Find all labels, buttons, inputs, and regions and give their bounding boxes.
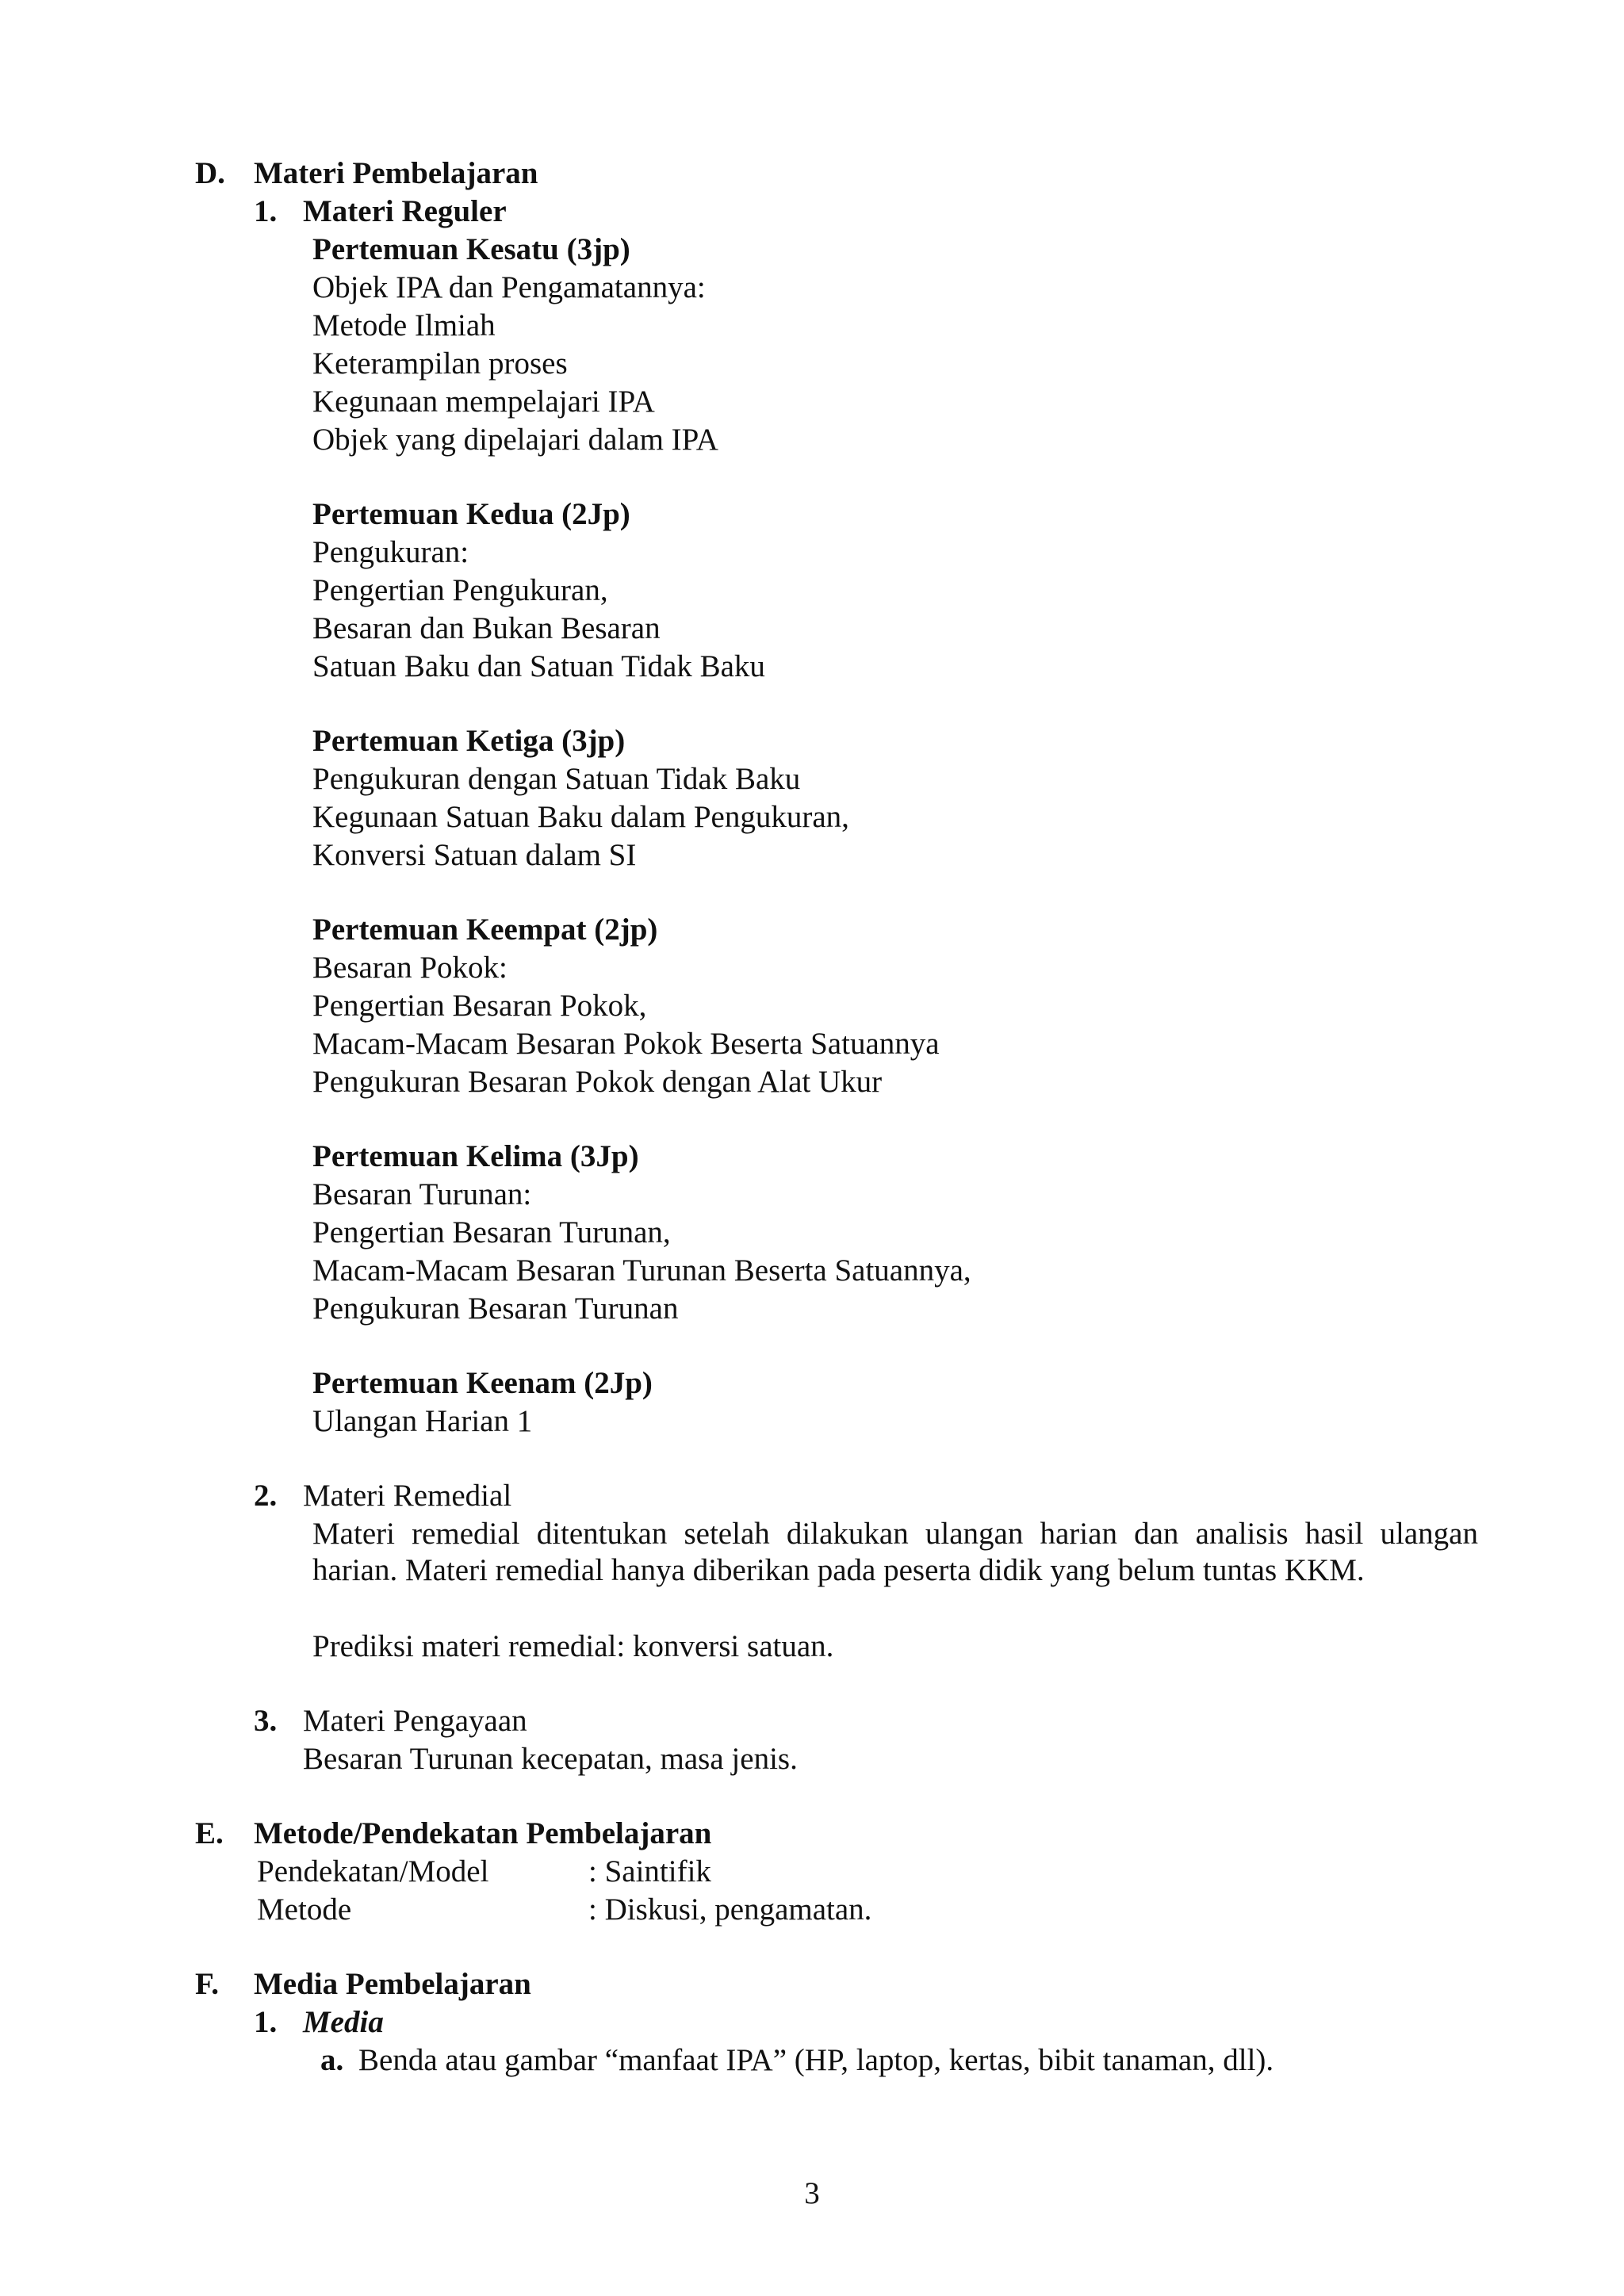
remedial-number: 2. [254,1479,278,1513]
meeting-heading: Pertemuan Keempat (2jp) [312,913,658,947]
meeting-line: Macam-Macam Besaran Turunan Beserta Satuannya, [312,1253,971,1288]
remedial-paragraph: Materi remedial ditentukan setelah dilakukan ulangan harian dan analisis hasil ulangan harian. Materi remedial hanya diberikan pada peserta didik yang belum tuntas KKM. [312,1517,1478,1587]
meeting-heading: Pertemuan Ketiga (3jp) [312,724,626,758]
media-number: 1. [254,2005,278,2039]
method-row-label: Pendekatan/Model [257,1854,489,1888]
meeting-line: Pengertian Besaran Pokok, [312,989,647,1023]
method-row-label: Metode [257,1892,352,1927]
media-title: Media [303,2005,384,2039]
section-d-title: Materi Pembelajaran [254,156,538,190]
method-row-value: : Saintifik [588,1854,711,1888]
meeting-line: Objek yang dipelajari dalam IPA [312,423,718,457]
reguler-number: 1. [254,194,278,228]
meeting-line: Pengukuran Besaran Pokok dengan Alat Ukur [312,1065,883,1099]
meeting-line: Pengertian Pengukuran, [312,573,608,607]
meeting-line: Kegunaan mempelajari IPA [312,385,655,419]
meeting-line: Pengukuran dengan Satuan Tidak Baku [312,762,801,796]
meeting-line: Pengertian Besaran Turunan, [312,1215,671,1249]
remedial-title: Materi Remedial [303,1479,512,1513]
remedial-prediction: Prediksi materi remedial: konversi satuan. [312,1629,834,1663]
meeting-line: Objek IPA dan Pengamatannya: [312,270,706,304]
section-f-letter: F. [195,1967,219,2001]
meeting-heading: Pertemuan Kelima (3Jp) [312,1139,639,1173]
meeting-line: Konversi Satuan dalam SI [312,838,637,872]
meeting-line: Pengukuran Besaran Turunan [312,1292,679,1326]
meeting-line: Macam-Macam Besaran Pokok Beserta Satuannya [312,1027,940,1061]
meeting-heading: Pertemuan Kesatu (3jp) [312,232,630,266]
meeting-line: Besaran Pokok: [312,951,508,985]
section-d-letter: D. [195,156,225,190]
reguler-title: Materi Reguler [303,194,507,228]
meeting-line: Besaran dan Bukan Besaran [312,611,661,645]
pengayaan-text: Besaran Turunan kecepatan, masa jenis. [303,1742,798,1776]
media-item-text: Benda atau gambar “manfaat IPA” (HP, laptop, kertas, bibit tanaman, dll). [358,2043,1274,2077]
meeting-line: Metode Ilmiah [312,308,496,342]
pengayaan-number: 3. [254,1704,278,1738]
pengayaan-title: Materi Pengayaan [303,1704,527,1738]
meeting-line: Besaran Turunan: [312,1177,532,1211]
section-e-title: Metode/Pendekatan Pembelajaran [254,1816,712,1850]
meeting-line: Ulangan Harian 1 [312,1404,533,1438]
meeting-line: Kegunaan Satuan Baku dalam Pengukuran, [312,800,849,834]
meeting-heading: Pertemuan Kedua (2Jp) [312,497,630,531]
meeting-line: Satuan Baku dan Satuan Tidak Baku [312,649,765,683]
method-row-value: : Diskusi, pengamatan. [588,1892,872,1927]
section-e-letter: E. [195,1816,224,1850]
section-f-title: Media Pembelajaran [254,1967,531,2001]
media-item-label: a. [320,2043,344,2077]
page-number: 3 [804,2176,820,2210]
meeting-heading: Pertemuan Keenam (2Jp) [312,1366,653,1400]
meeting-line: Pengukuran: [312,535,469,569]
meeting-line: Keterampilan proses [312,346,568,381]
